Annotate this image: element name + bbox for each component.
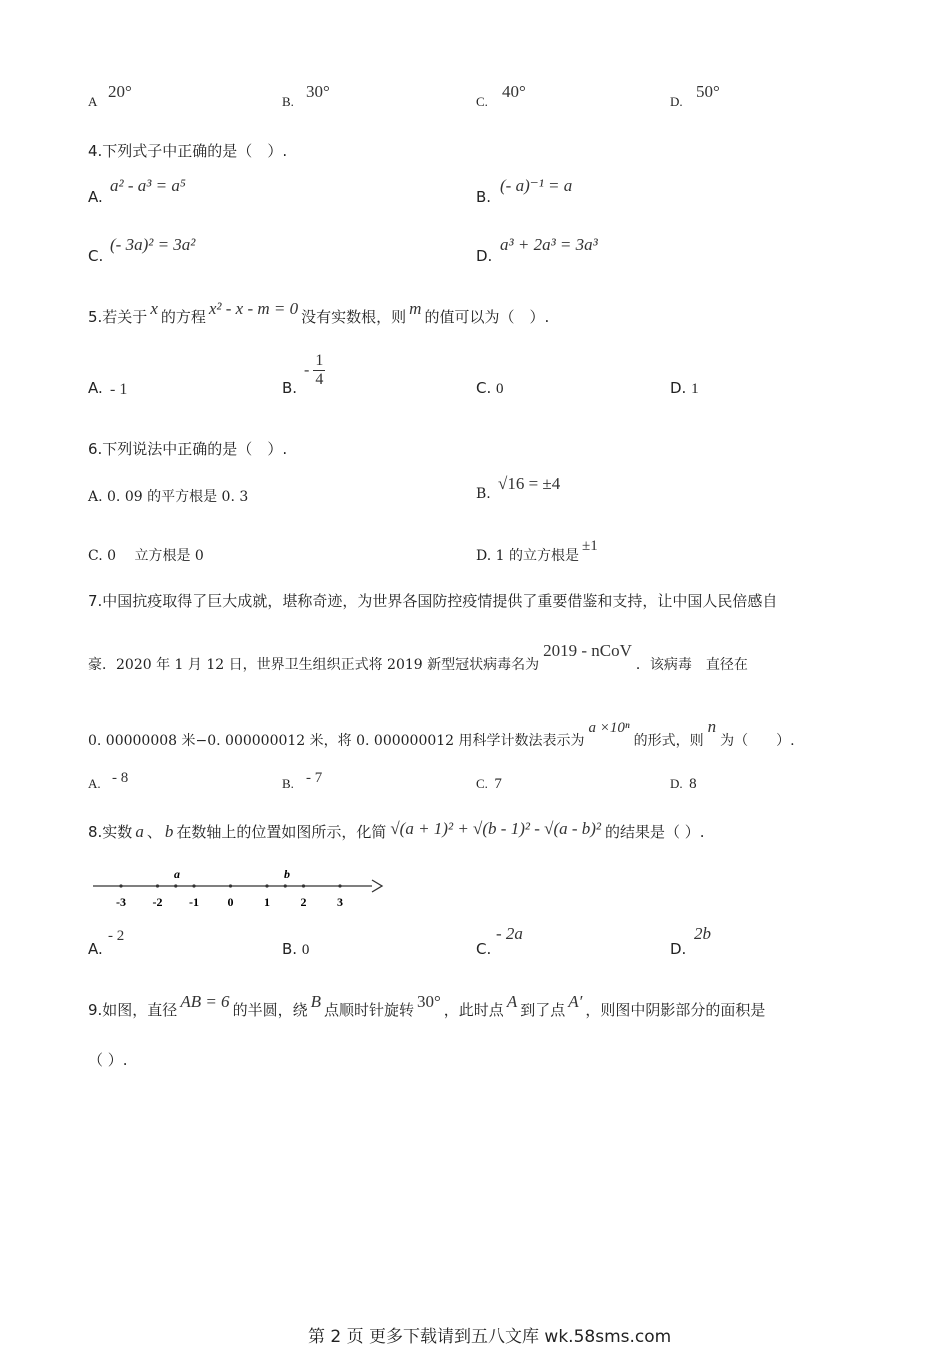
- q8-separator: 、: [146, 823, 162, 841]
- q7-option-a-label: A.: [88, 776, 101, 791]
- q5-option-d-value: 1: [691, 381, 699, 397]
- number-line-tick-label: 2: [300, 895, 307, 909]
- q7-line2-text-a: 豪．2020 年 1 月 12 日，世界卫生组织正式将 2019 新型冠状病毒名为: [88, 657, 540, 673]
- number-line-tick: [156, 884, 159, 887]
- q6-option-d: [476, 538, 598, 565]
- q7-option-a-value: - 8: [112, 770, 129, 786]
- page-footer: 第 2 页 更多下载请到五八文库 wk.58sms.com: [308, 1327, 672, 1347]
- number-line-tick-label: -2: [152, 895, 163, 909]
- q9-line1: [88, 992, 766, 1020]
- q7-line3: [88, 717, 795, 750]
- q3-option-b-label: B.: [282, 94, 294, 109]
- q5-option-b-denominator: 4: [315, 371, 324, 388]
- q7-line2-text-b: ．该病毒 直径在: [635, 657, 748, 673]
- number-line-tick: [229, 884, 232, 887]
- q9-line2: （ ）.: [88, 1051, 128, 1069]
- q8-stem-text-b: 在数轴上的位置如图所示，化简: [176, 823, 387, 841]
- q7-option-c-value: 7: [494, 776, 502, 792]
- q8-option-b: [282, 940, 309, 959]
- q6-option-d-value: 1 的立方根是: [495, 548, 579, 564]
- q7-option-d-label: D.: [670, 776, 683, 791]
- q3-option-a-label: A: [88, 94, 98, 109]
- q4-option-d-value: a³ + 2a³ = 3a³: [500, 235, 598, 254]
- q8-option-b-label: B.: [282, 940, 298, 958]
- number-line-tick: [338, 884, 341, 887]
- q5-option-a-value: - 1: [110, 381, 128, 398]
- q9-text-f: ，则图中阴影部分的面积是: [585, 1001, 766, 1019]
- q9-math-a: A: [506, 992, 518, 1011]
- q6-option-c: [88, 545, 204, 565]
- q4-option-d-label: D.: [476, 247, 493, 265]
- q4-option-c-value: (- 3a)² = 3a²: [110, 235, 196, 254]
- q9-text-d: ，此时点: [443, 1001, 504, 1019]
- q6-option-b-label: B.: [476, 486, 491, 502]
- q5-stem-part3: 没有实数根，则: [301, 308, 407, 326]
- q7-line3-var-n: n: [707, 717, 717, 736]
- number-line-tick-label: 0: [227, 895, 234, 909]
- q7-option-b-label: B.: [282, 776, 294, 791]
- number-line-tick-label: 3: [337, 895, 343, 909]
- q7-line2-math: 2019 - nCoV: [543, 641, 632, 660]
- q5-option-b-fraction: [313, 352, 325, 389]
- q8-option-a-value: - 2: [108, 928, 125, 944]
- q7-line1: 7.中国抗疫取得了巨大成就，堪称奇迹，为世界各国防控疫情提供了重要借鉴和支持，让中国人民倍感自: [88, 592, 778, 610]
- q8-option-c-value: - 2a: [496, 924, 523, 943]
- q7-option-b-value: - 7: [306, 770, 323, 786]
- q5-option-c: [476, 379, 504, 398]
- arrow-right-icon: [372, 880, 382, 892]
- q8-stem-text-c: 的结果是（ ）.: [605, 823, 705, 841]
- q8-option-c-label: C.: [476, 940, 492, 958]
- number-line-tick: [119, 884, 122, 887]
- q8-stem: [88, 821, 705, 842]
- q7-line3-text-c: 为（ ）.: [720, 733, 795, 749]
- q8-option-d-value: 2b: [694, 924, 711, 943]
- q6-option-c-value: 0 立方根是 0: [107, 548, 204, 564]
- number-line-tick: [302, 884, 305, 887]
- point-b-dot: [284, 884, 287, 887]
- number-line-ticks: [116, 884, 343, 909]
- q5-option-b-sign: -: [304, 361, 310, 379]
- number-line-tick: [265, 884, 268, 887]
- q3-option-a-value: 20°: [108, 82, 132, 101]
- q3-option-d-value: 50°: [696, 82, 720, 101]
- q6-option-b-value: √16 = ±4: [498, 474, 561, 493]
- q9-text-b: 的半圆，绕: [232, 1001, 308, 1019]
- q6-option-c-label: C.: [88, 548, 103, 564]
- q6-option-a-value: 0. 09 的平方根是 0. 3: [107, 489, 249, 505]
- q8-option-a-label: A.: [88, 940, 103, 958]
- q7-option-d: [670, 776, 697, 793]
- q8-option-b-value: 0: [301, 942, 310, 958]
- q7-line3-math: a ×10ⁿ: [588, 720, 630, 736]
- q8-expression: √(a + 1)² + √(b - 1)² - √(a - b)²: [390, 819, 602, 838]
- q7-line3-text-a: 0. 00000008 米−0. 000000012 米，将 0. 000000012 用科学计数法表示为: [88, 733, 585, 749]
- q5-option-b-numerator: 1: [315, 352, 324, 369]
- q5-stem: [88, 299, 550, 327]
- q9-text-e: 到了点: [520, 1001, 566, 1019]
- q5-var-x: x: [150, 299, 158, 318]
- q9-text-a: 9.如图，直径: [88, 1001, 178, 1019]
- q7-option-c-label: C.: [476, 776, 488, 791]
- q9-math-b: B: [310, 992, 321, 1011]
- q5-stem-part2: 的方程: [160, 308, 206, 326]
- q9-math-angle: 30°: [416, 992, 441, 1011]
- q4-option-c-label: C.: [88, 247, 104, 265]
- q5-option-a-label: A.: [88, 379, 103, 397]
- q5-equation: x² - x - m = 0: [208, 299, 299, 318]
- q8-var-a: a: [135, 822, 144, 841]
- point-b-label: b: [284, 867, 290, 881]
- q3-option-c-value: 40°: [502, 82, 526, 101]
- q5-option-b-value: [304, 352, 325, 389]
- q5-option-c-value: 0: [496, 381, 504, 397]
- q5-option-b-label: B.: [282, 379, 298, 397]
- q4-option-a-value: a² - a³ = a⁵: [110, 176, 186, 195]
- q6-option-d-math: ±1: [582, 538, 598, 554]
- q8-option-d-label: D.: [670, 940, 687, 958]
- q6-stem: 6.下列说法中正确的是（ ）.: [88, 440, 288, 458]
- q8-number-line: [88, 862, 388, 912]
- point-a-dot: [174, 884, 177, 887]
- number-line-tick: [192, 884, 195, 887]
- q5-option-c-label: C.: [476, 379, 492, 397]
- q6-option-d-label: D.: [476, 548, 492, 564]
- q4-option-b-value: (- a)⁻¹ = a: [500, 176, 573, 195]
- q9-math-a-prime: A′: [568, 992, 583, 1011]
- q4-stem: 4.下列式子中正确的是（ ）.: [88, 142, 288, 160]
- q3-option-b-value: 30°: [306, 82, 330, 101]
- q8-stem-text-a: 8.实数: [88, 823, 133, 841]
- q7-line2: [88, 641, 748, 674]
- q7-line3-text-b: 的形式，则: [633, 733, 704, 749]
- q5-stem-part4: 的值可以为（ ）.: [424, 308, 550, 326]
- number-line-tick-label: -1: [189, 895, 199, 909]
- number-line-tick-label: -3: [116, 895, 126, 909]
- q3-option-c-label: C.: [476, 94, 488, 109]
- q7-option-d-value: 8: [689, 776, 697, 792]
- q9-math-ab: AB = 6: [180, 992, 230, 1011]
- q5-option-d-label: D.: [670, 379, 687, 397]
- q5-option-d: [670, 379, 699, 398]
- q8-var-b: b: [164, 822, 174, 841]
- q7-option-c: [476, 776, 502, 793]
- q6-option-a-label: A.: [88, 489, 103, 505]
- q9-text-c: 点顺时针旋转: [323, 1001, 414, 1019]
- q3-option-d-label: D.: [670, 94, 683, 109]
- number-line-tick-label: 1: [264, 895, 270, 909]
- q6-option-a: [88, 486, 248, 506]
- q4-option-a-label: A.: [88, 188, 103, 206]
- q4-option-b-label: B.: [476, 188, 492, 206]
- q5-stem-part1: 5.若关于: [88, 308, 148, 326]
- q5-var-m: m: [409, 299, 422, 318]
- point-a-label: a: [174, 867, 180, 881]
